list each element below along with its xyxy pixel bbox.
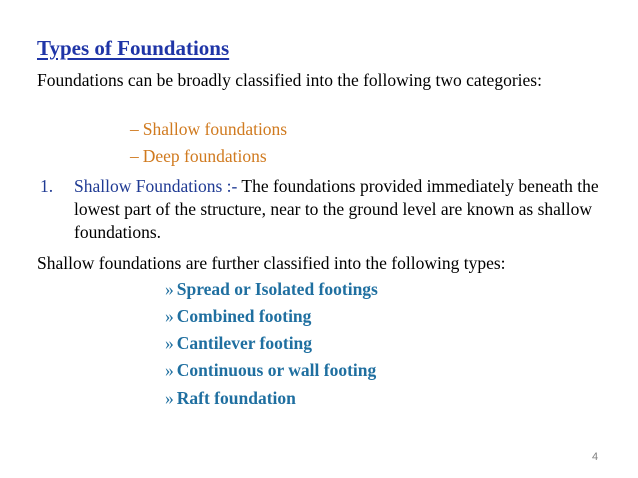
point-heading: Shallow Foundations :- <box>74 176 238 196</box>
raquo-bullet-icon: » <box>165 306 174 326</box>
type-item-raft <box>165 388 296 409</box>
type-label: Cantilever footing <box>176 333 313 353</box>
type-label: Combined footing <box>176 306 312 326</box>
type-label: Continuous or wall footing <box>176 360 377 380</box>
type-item-combined <box>165 306 311 327</box>
slide-title: Types of Foundations <box>37 36 230 60</box>
category-label: Shallow foundations <box>142 119 288 139</box>
further-classification-text: Shallow foundations are further classified into the following types: <box>37 253 506 273</box>
category-item-deep <box>130 146 267 167</box>
point-text: The foundations provided immediately beneath the lowest part of the structure, near to the ground level are known as shallow foundations. <box>74 176 599 242</box>
category-label: Deep foundations <box>142 146 267 166</box>
raquo-bullet-icon: » <box>165 279 174 299</box>
type-item-continuous <box>165 360 376 381</box>
dash-bullet-icon: – <box>130 119 139 139</box>
raquo-bullet-icon: » <box>165 333 174 353</box>
raquo-bullet-icon: » <box>165 360 174 380</box>
point-body <box>74 175 634 244</box>
category-item-shallow <box>130 119 287 140</box>
raquo-bullet-icon: » <box>165 388 174 408</box>
type-item-cantilever <box>165 333 312 354</box>
point-number: 1. <box>40 176 54 196</box>
type-item-spread <box>165 279 378 300</box>
intro-text: Foundations can be broadly classified into the following two categories: <box>37 70 542 90</box>
dash-bullet-icon: – <box>130 146 139 166</box>
type-label: Raft foundation <box>176 388 296 408</box>
type-label: Spread or Isolated footings <box>176 279 378 299</box>
page-number: 4 <box>592 451 599 463</box>
